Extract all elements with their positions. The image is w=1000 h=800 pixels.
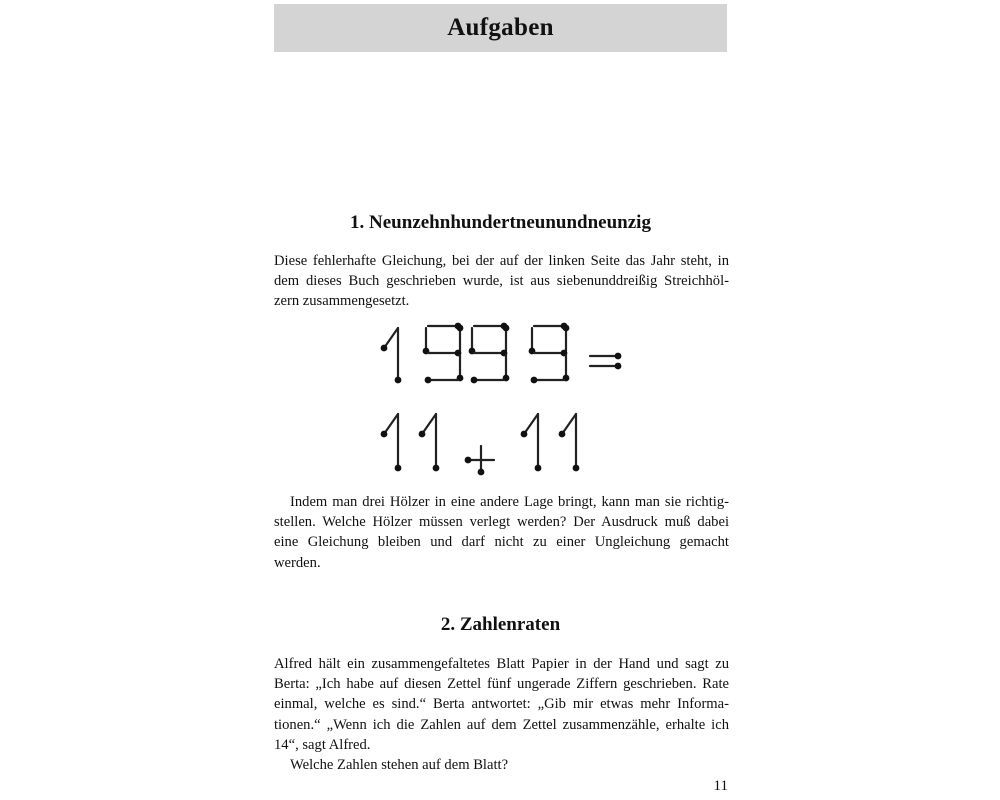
header-bar <box>274 4 727 52</box>
matchstick-digit-1 <box>381 414 402 471</box>
text-line: eine Gleichung bleiben und darf nicht zu einer Ungleichung gemacht <box>274 534 729 551</box>
matchstick-digit-9 <box>469 323 510 384</box>
text-line: werden. <box>274 554 321 571</box>
matchstick-digit-9 <box>423 323 464 384</box>
problem-2-title: 2. Zahlenraten <box>440 614 561 635</box>
text-line: Indem man drei Hölzer in eine andere Lage bringt, kann man sie richtig- <box>290 494 729 510</box>
text-line: zern zusammengesetzt. <box>274 293 410 310</box>
matchstick-digit-1 <box>559 414 580 471</box>
problem-1-intro <box>274 251 729 312</box>
text-line: Welche Zahlen stehen auf dem Blatt? <box>290 757 509 774</box>
matchstick-plus-sign <box>465 446 494 475</box>
matchstick-digit-1 <box>419 414 440 471</box>
matchstick-digit-9 <box>529 323 570 384</box>
text-line: einmal, welche es sind.“ Berta antwortet: „Gib mir etwas mehr Informa- <box>274 696 729 713</box>
matchstick-equation <box>370 318 630 478</box>
text-line: 14“, sagt Alfred. <box>274 736 371 753</box>
text-line: Diese fehlerhafte Gleichung, bei der auf der linken Seite das Jahr steht, in <box>274 253 729 269</box>
page-number: 11 <box>713 778 728 794</box>
matchstick-equals-sign <box>590 353 621 370</box>
problem-2-text <box>274 654 729 775</box>
problem-1-task <box>274 492 729 573</box>
text-line: Berta: „Ich habe auf diesen Zettel fünf ungerade Ziffern geschrieben. Rate <box>274 676 729 693</box>
matchstick-digit-1 <box>521 414 542 471</box>
page-heading: Aufgaben <box>447 14 554 41</box>
text-line: dem dieses Buch geschrieben wurde, ist aus siebenunddreißig Streichhöl- <box>274 273 729 290</box>
matchstick-digit-1 <box>381 328 402 383</box>
text-line: Alfred hält ein zusammengefaltetes Blatt Papier in der Hand und sagt zu <box>274 656 729 672</box>
text-line: tionen.“ „Wenn ich die Zahlen auf dem Zettel zusammenzähle, erhalte ich <box>274 716 729 733</box>
problem-1-title: 1. Neunzehnhundertneunundneunzig <box>350 212 651 233</box>
text-line: stellen. Welche Hölzer müssen verlegt werden? Der Ausdruck muß dabei <box>274 514 729 531</box>
